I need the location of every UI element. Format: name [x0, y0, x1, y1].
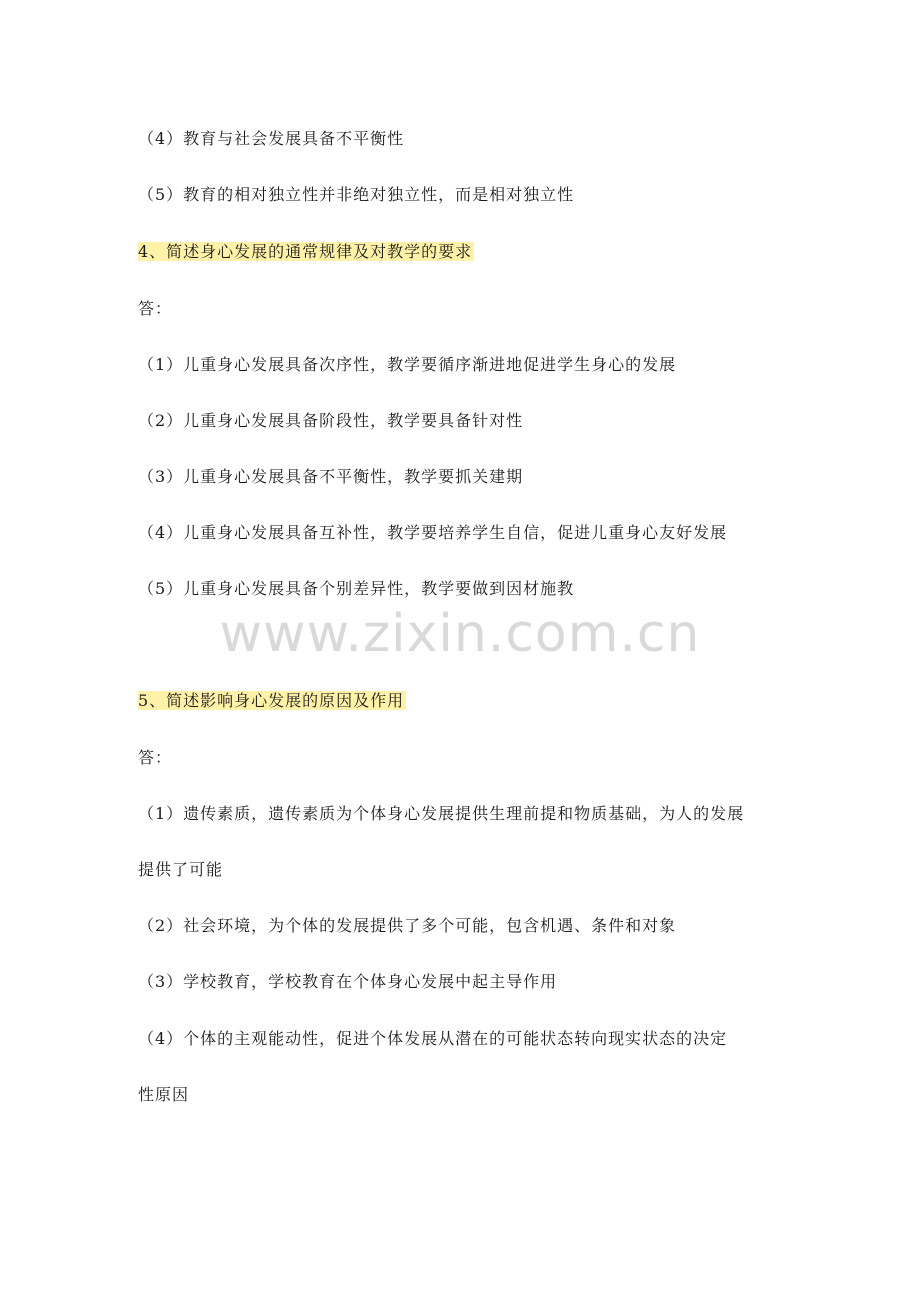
answer-label: 答：	[138, 299, 173, 318]
watermark: www.zixin.com.cn	[219, 604, 701, 664]
top-item: （5）教育的相对独立性并非绝对独立性，而是相对独立性	[138, 185, 575, 204]
top-item: （4）教育与社会发展具备不平衡性	[138, 129, 405, 148]
list-item: （1）儿重身心发展具备次序性，教学要循序渐进地促进学生身心的发展	[138, 355, 677, 374]
list-item: （3）学校教育，学校教育在个体身心发展中起主导作用	[138, 972, 558, 991]
list-item: （4）个体的主观能动性，促进个体发展从潜在的可能状态转向现实状态的决定	[138, 1029, 728, 1048]
list-item: （4）儿重身心发展具备互补性，教学要培养学生自信，促进儿重身心友好发展	[138, 523, 728, 542]
question-4-heading-text: 4、简述身心发展的通常规律及对教学的要求	[138, 242, 473, 261]
list-item: （1）遗传素质，遗传素质为个体身心发展提供生理前提和物质基础，为人的发展	[138, 804, 745, 823]
list-item: （3）儿重身心发展具备不平衡性，教学要抓关建期	[138, 467, 524, 486]
list-item: （5）儿重身心发展具备个别差异性，教学要做到因材施教	[138, 579, 575, 598]
question-5-heading-text: 5、简述影响身心发展的原因及作用	[138, 691, 405, 710]
list-item-continuation: 提供了可能	[138, 860, 224, 879]
question-5-heading	[138, 690, 406, 712]
list-item: （2）儿重身心发展具备阶段性，教学要具备针对性	[138, 411, 524, 430]
list-item-continuation: 性原因	[138, 1085, 190, 1104]
question-4-heading	[138, 241, 474, 263]
answer-label: 答：	[138, 748, 173, 767]
list-item: （2）社会环境，为个体的发展提供了多个可能，包含机遇、条件和对象	[138, 916, 677, 935]
